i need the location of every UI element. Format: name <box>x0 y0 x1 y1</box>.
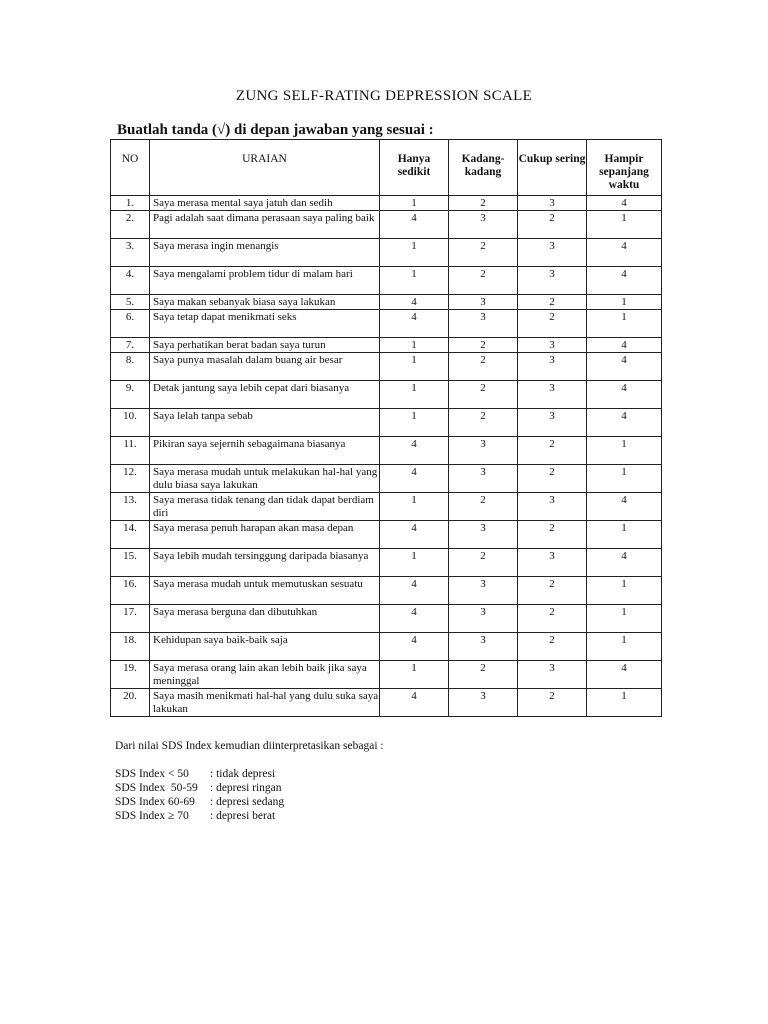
score-hampir-sepanjang-waktu[interactable]: 4 <box>587 381 662 409</box>
header-hanya-sedikit: Hanya sedikit <box>380 140 449 196</box>
row-statement: Saya merasa ingin menangis <box>150 239 380 267</box>
score-hampir-sepanjang-waktu[interactable]: 1 <box>587 605 662 633</box>
row-statement: Saya mengalami problem tidur di malam hari <box>150 267 380 295</box>
score-hampir-sepanjang-waktu[interactable]: 4 <box>587 661 662 689</box>
score-hanya-sedikit[interactable]: 1 <box>380 239 449 267</box>
row-number: 17. <box>111 605 150 633</box>
score-cukup-sering[interactable]: 3 <box>518 381 587 409</box>
score-kadang-kadang[interactable]: 2 <box>449 239 518 267</box>
header-cukup-sering: Cukup sering <box>518 140 587 196</box>
row-number: 3. <box>111 239 150 267</box>
score-hanya-sedikit[interactable]: 4 <box>380 521 449 549</box>
row-number: 14. <box>111 521 150 549</box>
score-kadang-kadang[interactable]: 2 <box>449 338 518 353</box>
score-kadang-kadang[interactable]: 3 <box>449 437 518 465</box>
table-row <box>111 465 662 493</box>
table-row <box>111 493 662 521</box>
score-hanya-sedikit[interactable]: 4 <box>380 295 449 310</box>
row-statement: Detak jantung saya lebih cepat dari biasanya <box>150 381 380 409</box>
score-hampir-sepanjang-waktu[interactable]: 1 <box>587 689 662 717</box>
score-cukup-sering[interactable]: 2 <box>518 295 587 310</box>
row-statement: Saya merasa tidak tenang dan tidak dapat berdiam diri <box>150 493 380 521</box>
score-hampir-sepanjang-waktu[interactable]: 4 <box>587 239 662 267</box>
table-row <box>111 521 662 549</box>
document-title: ZUNG SELF-RATING DEPRESSION SCALE <box>235 88 533 104</box>
score-kadang-kadang[interactable]: 2 <box>449 381 518 409</box>
row-statement: Saya tetap dapat menikmati seks <box>150 310 380 338</box>
score-hanya-sedikit[interactable]: 1 <box>380 661 449 689</box>
depression-scale-table <box>110 139 662 717</box>
score-cukup-sering[interactable]: 2 <box>518 211 587 239</box>
interpretation-value: : tidak depresi <box>210 768 276 780</box>
score-cukup-sering[interactable]: 3 <box>518 493 587 521</box>
row-statement: Pagi adalah saat dimana perasaan saya paling baik <box>150 211 380 239</box>
score-kadang-kadang[interactable]: 2 <box>449 409 518 437</box>
interpretation-item <box>115 809 284 823</box>
score-cukup-sering[interactable]: 2 <box>518 465 587 493</box>
score-hampir-sepanjang-waktu[interactable]: 4 <box>587 493 662 521</box>
score-cukup-sering[interactable]: 3 <box>518 239 587 267</box>
score-hanya-sedikit[interactable]: 4 <box>380 437 449 465</box>
row-statement: Saya masih menikmati hal-hal yang dulu suka saya lakukan <box>150 689 380 717</box>
score-kadang-kadang[interactable]: 3 <box>449 633 518 661</box>
table-row <box>111 338 662 353</box>
score-cukup-sering[interactable]: 2 <box>518 577 587 605</box>
table-row <box>111 409 662 437</box>
score-kadang-kadang[interactable]: 2 <box>449 549 518 577</box>
table-row <box>111 353 662 381</box>
score-kadang-kadang[interactable]: 3 <box>449 521 518 549</box>
row-number: 20. <box>111 689 150 717</box>
header-no: NO <box>111 140 150 196</box>
score-cukup-sering[interactable]: 2 <box>518 521 587 549</box>
table-row <box>111 605 662 633</box>
score-cukup-sering[interactable]: 2 <box>518 605 587 633</box>
score-hanya-sedikit[interactable]: 1 <box>380 493 449 521</box>
table-row <box>111 196 662 211</box>
table-row <box>111 633 662 661</box>
interpretation-label: SDS Index 50-59 <box>115 782 198 794</box>
row-statement: Saya perhatikan berat badan saya turun <box>150 338 380 353</box>
header-uraian: URAIAN <box>150 140 380 196</box>
row-number: 8. <box>111 353 150 381</box>
score-hanya-sedikit[interactable]: 4 <box>380 633 449 661</box>
score-hanya-sedikit[interactable]: 4 <box>380 211 449 239</box>
row-number: 18. <box>111 633 150 661</box>
row-number: 12. <box>111 465 150 493</box>
score-hanya-sedikit[interactable]: 1 <box>380 353 449 381</box>
score-kadang-kadang[interactable]: 3 <box>449 465 518 493</box>
score-cukup-sering[interactable]: 2 <box>518 310 587 338</box>
score-kadang-kadang[interactable]: 2 <box>449 661 518 689</box>
score-hanya-sedikit[interactable]: 1 <box>380 409 449 437</box>
row-statement: Saya lebih mudah tersinggung daripada biasanya <box>150 549 380 577</box>
table-row <box>111 437 662 465</box>
score-hampir-sepanjang-waktu[interactable]: 4 <box>587 267 662 295</box>
interpretation-item <box>115 781 284 795</box>
row-statement: Saya merasa penuh harapan akan masa depan <box>150 521 380 549</box>
score-hampir-sepanjang-waktu[interactable]: 1 <box>587 465 662 493</box>
score-kadang-kadang[interactable]: 2 <box>449 196 518 211</box>
header-kadang-kadang: Kadang-kadang <box>449 140 518 196</box>
score-hampir-sepanjang-waktu[interactable]: 1 <box>587 633 662 661</box>
table-header-row <box>111 140 662 196</box>
row-statement: Saya merasa mudah untuk memutuskan sesuatu <box>150 577 380 605</box>
score-cukup-sering[interactable]: 2 <box>518 437 587 465</box>
score-kadang-kadang[interactable]: 3 <box>449 295 518 310</box>
row-statement: Saya merasa berguna dan dibutuhkan <box>150 605 380 633</box>
row-statement: Saya merasa orang lain akan lebih baik jika saya meninggal <box>150 661 380 689</box>
row-number: 2. <box>111 211 150 239</box>
table-row <box>111 267 662 295</box>
table-row <box>111 239 662 267</box>
score-kadang-kadang[interactable]: 2 <box>449 493 518 521</box>
row-statement: Saya makan sebanyak biasa saya lakukan <box>150 295 380 310</box>
score-hampir-sepanjang-waktu[interactable]: 4 <box>587 338 662 353</box>
score-kadang-kadang[interactable]: 3 <box>449 310 518 338</box>
score-cukup-sering[interactable]: 3 <box>518 353 587 381</box>
interpretation-note: Dari nilai SDS Index kemudian diinterpretasikan sebagai : <box>115 740 384 752</box>
score-hampir-sepanjang-waktu[interactable]: 1 <box>587 521 662 549</box>
row-number: 1. <box>111 196 150 211</box>
row-number: 6. <box>111 310 150 338</box>
table-row <box>111 689 662 717</box>
row-number: 4. <box>111 267 150 295</box>
interpretation-value: : depresi sedang <box>210 796 285 808</box>
interpretation-label: SDS Index ≥ 70 <box>115 810 189 822</box>
row-statement: Saya merasa mental saya jatuh dan sedih <box>150 196 380 211</box>
row-statement: Pikiran saya sejernih sebagaimana biasanya <box>150 437 380 465</box>
table-row <box>111 549 662 577</box>
row-number: 19. <box>111 661 150 689</box>
score-hanya-sedikit[interactable]: 1 <box>380 381 449 409</box>
score-hanya-sedikit[interactable]: 4 <box>380 577 449 605</box>
score-hanya-sedikit[interactable]: 4 <box>380 465 449 493</box>
instruction-text: Buatlah tanda (√) di depan jawaban yang sesuai : <box>117 122 434 138</box>
table-row <box>111 211 662 239</box>
score-cukup-sering[interactable]: 3 <box>518 338 587 353</box>
row-statement: Saya merasa mudah untuk melakukan hal-hal yang dulu biasa saya lakukan <box>150 465 380 493</box>
score-kadang-kadang[interactable]: 2 <box>449 353 518 381</box>
table-row <box>111 577 662 605</box>
interpretation-item <box>115 767 284 781</box>
row-statement: Kehidupan saya baik-baik saja <box>150 633 380 661</box>
score-hampir-sepanjang-waktu[interactable]: 4 <box>587 196 662 211</box>
interpretation-label: SDS Index 60-69 <box>115 796 195 808</box>
score-hampir-sepanjang-waktu[interactable]: 1 <box>587 437 662 465</box>
score-kadang-kadang[interactable]: 2 <box>449 267 518 295</box>
interpretation-list <box>115 767 284 823</box>
score-cukup-sering[interactable]: 3 <box>518 267 587 295</box>
row-number: 13. <box>111 493 150 521</box>
score-hampir-sepanjang-waktu[interactable]: 1 <box>587 295 662 310</box>
score-cukup-sering[interactable]: 3 <box>518 409 587 437</box>
row-number: 7. <box>111 338 150 353</box>
score-hanya-sedikit[interactable]: 1 <box>380 267 449 295</box>
score-hampir-sepanjang-waktu[interactable]: 1 <box>587 310 662 338</box>
row-number: 10. <box>111 409 150 437</box>
score-cukup-sering[interactable]: 3 <box>518 661 587 689</box>
score-hampir-sepanjang-waktu[interactable]: 4 <box>587 353 662 381</box>
score-cukup-sering[interactable]: 2 <box>518 689 587 717</box>
row-statement: Saya lelah tanpa sebab <box>150 409 380 437</box>
interpretation-value: : depresi berat <box>210 810 276 822</box>
score-kadang-kadang[interactable]: 3 <box>449 605 518 633</box>
interpretation-label: SDS Index < 50 <box>115 768 189 780</box>
score-kadang-kadang[interactable]: 3 <box>449 689 518 717</box>
header-hampir-sepanjang-waktu: Hampir sepanjang waktu <box>587 140 662 196</box>
table-row <box>111 381 662 409</box>
row-number: 5. <box>111 295 150 310</box>
score-hanya-sedikit[interactable]: 1 <box>380 196 449 211</box>
score-cukup-sering[interactable]: 3 <box>518 196 587 211</box>
row-number: 9. <box>111 381 150 409</box>
score-hampir-sepanjang-waktu[interactable]: 1 <box>587 577 662 605</box>
score-hanya-sedikit[interactable]: 1 <box>380 338 449 353</box>
score-hanya-sedikit[interactable]: 4 <box>380 605 449 633</box>
row-number: 16. <box>111 577 150 605</box>
row-number: 11. <box>111 437 150 465</box>
table-row <box>111 661 662 689</box>
score-hanya-sedikit[interactable]: 4 <box>380 689 449 717</box>
score-cukup-sering[interactable]: 2 <box>518 633 587 661</box>
score-kadang-kadang[interactable]: 3 <box>449 211 518 239</box>
score-hanya-sedikit[interactable]: 1 <box>380 549 449 577</box>
table-row <box>111 310 662 338</box>
interpretation-item <box>115 795 284 809</box>
score-cukup-sering[interactable]: 3 <box>518 549 587 577</box>
score-kadang-kadang[interactable]: 3 <box>449 577 518 605</box>
interpretation-value: : depresi ringan <box>210 782 282 794</box>
score-hampir-sepanjang-waktu[interactable]: 1 <box>587 211 662 239</box>
score-hanya-sedikit[interactable]: 4 <box>380 310 449 338</box>
row-number: 15. <box>111 549 150 577</box>
score-hampir-sepanjang-waktu[interactable]: 4 <box>587 549 662 577</box>
row-statement: Saya punya masalah dalam buang air besar <box>150 353 380 381</box>
score-hampir-sepanjang-waktu[interactable]: 4 <box>587 409 662 437</box>
table-row <box>111 295 662 310</box>
